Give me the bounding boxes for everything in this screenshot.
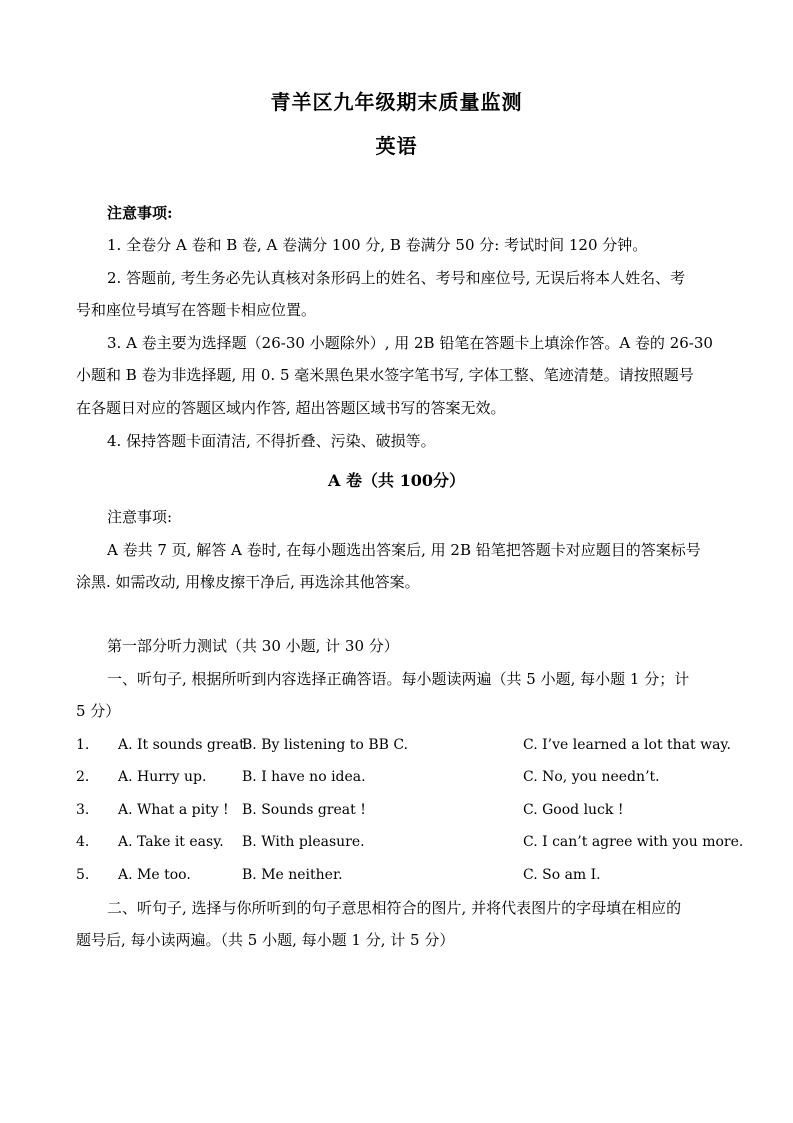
part1-instruction-2-cont: 题号后, 每小读两遍。（共 5 小题, 每小题 1 分, 计 5 分） <box>76 931 455 949</box>
option-b: B. With pleasure. <box>242 834 365 850</box>
section-a-notice-line-2: 涂黑. 如需改动, 用橡皮擦干净后, 再选涂其他答案。 <box>76 573 420 591</box>
question-number: 5. <box>76 867 90 883</box>
part1-title: 第一部分听力测试（共 30 小题, 计 30 分） <box>107 637 399 655</box>
option-a: A. It sounds great. <box>118 737 250 753</box>
part1-instruction-1: 一、听句子, 根据所听到内容选择正确答语。每小题读两遍（共 5 小题, 每小题 1 分；计 <box>107 670 690 688</box>
notice-item-2: 2. 答题前, 考生务必先认真核对条形码上的姓名、考号和座位号, 无误后将本人姓名、考 <box>107 269 686 287</box>
question-number: 1. <box>76 737 90 753</box>
option-b: B. Sounds great ! <box>242 802 366 818</box>
option-a: A. What a pity ! <box>118 802 229 818</box>
question-number: 2. <box>76 769 90 785</box>
option-a: A. Hurry up. <box>118 769 207 785</box>
section-a-notice-line-1: A 卷共 7 页, 解答 A 卷时, 在每小题选出答案后, 用 2B 铅笔把答题卡对应题目的答案标号 <box>107 541 701 559</box>
exam-title: 青羊区九年级期末质量监测 <box>270 90 523 114</box>
part1-instruction-2: 二、听句子, 选择与你所听到的句子意思相符合的图片, 并将代表图片的字母填在相应的 <box>107 899 682 917</box>
option-c: C. I can’t agree with you more. <box>523 834 744 850</box>
option-c: C. I’ve learned a lot that way. <box>523 737 731 753</box>
notice-heading: 注意事项: <box>107 204 173 222</box>
section-a-title: A 卷（共 100分） <box>328 471 465 490</box>
question-number: 3. <box>76 802 90 818</box>
option-b: B. Me neither. <box>242 867 343 883</box>
question-number: 4. <box>76 834 90 850</box>
section-a-notice-heading: 注意事项: <box>107 508 173 526</box>
option-c: C. So am I. <box>523 867 601 883</box>
notice-item-4: 4. 保持答题卡面清洁, 不得折叠、污染、破损等。 <box>107 432 436 450</box>
notice-item-3-cont2: 在各题日对应的答题区域内作答, 超出答题区域书写的答案无效。 <box>76 399 506 417</box>
subject-title: 英语 <box>375 134 418 158</box>
notice-item-3-cont: 小题和 B 卷为非选择题, 用 0. 5 毫米黑色果水签字笔书写, 字体工整、笔迹清楚。请按照题号 <box>76 366 694 384</box>
option-a: A. Me too. <box>118 867 191 883</box>
option-b: B. By listening to BB C. <box>242 737 409 753</box>
notice-item-3: 3. A 卷主要为选择题（26-30 小题除外）, 用 2B 铅笔在答题卡上填涂作答。A 卷的 26-30 <box>107 334 713 352</box>
option-a: A. Take it easy. <box>118 834 224 850</box>
option-c: C. Good luck ! <box>523 802 624 818</box>
option-b: B. I have no idea. <box>242 769 366 785</box>
part1-instruction-1-cont: 5 分） <box>76 702 121 720</box>
notice-item-2-cont: 号和座位号填写在答题卡相应位置。 <box>76 301 317 319</box>
notice-item-1: 1. 全卷分 A 卷和 B 卷, A 卷满分 100 分, B 卷满分 50 分: 考试时间 120 分钟。 <box>107 236 648 254</box>
option-c: C. No, you needn’t. <box>523 769 660 785</box>
